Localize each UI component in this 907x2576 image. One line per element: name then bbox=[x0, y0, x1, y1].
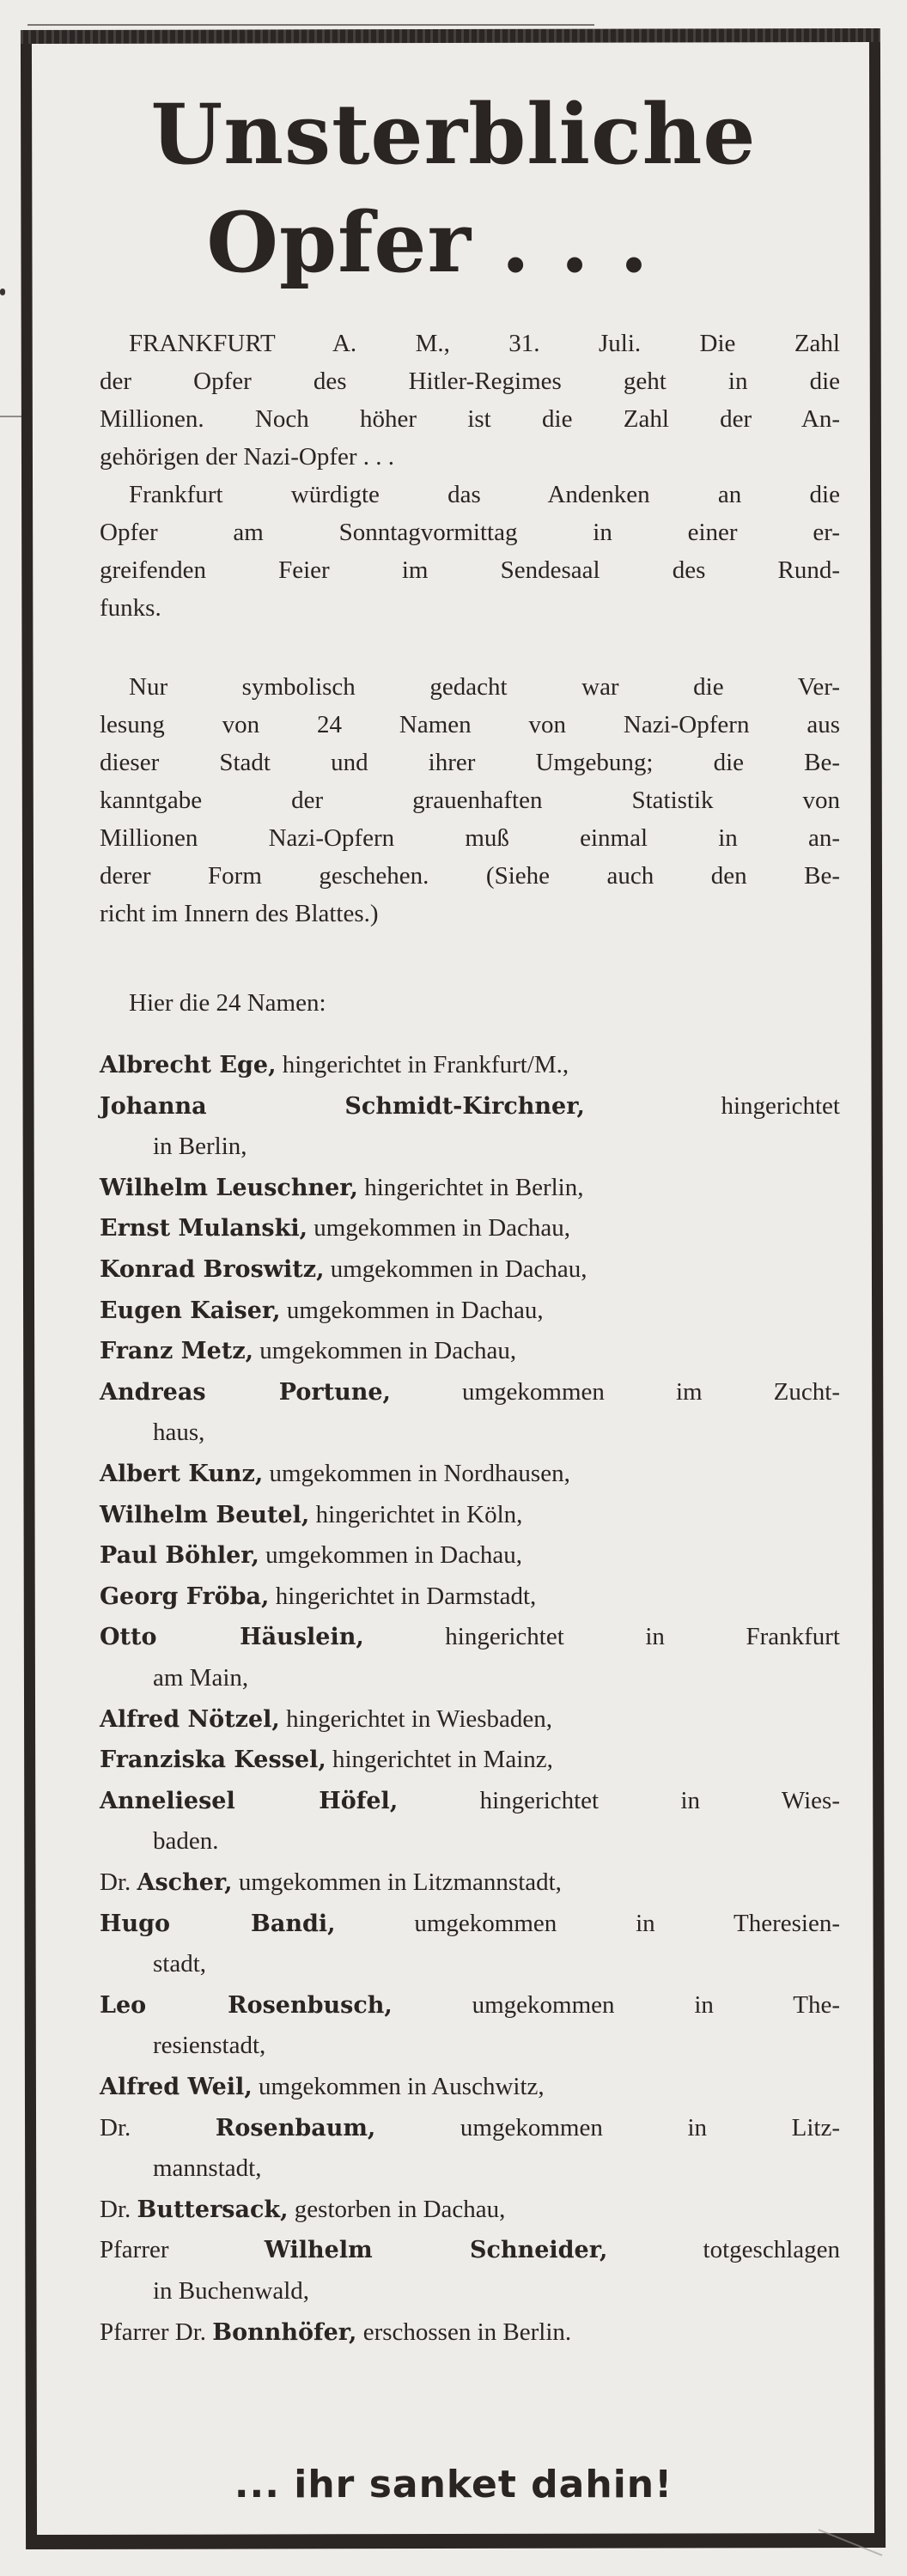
frame-top-rule bbox=[27, 24, 594, 26]
victim-entry bbox=[100, 1254, 840, 1285]
victim-name: Leo Rosenbusch, bbox=[100, 1992, 393, 2019]
victim-fate: hingerichtet bbox=[584, 1092, 840, 1120]
victim-fate: umgekommen in Theresien- bbox=[335, 1910, 840, 1937]
victim-entry-continuation: am Main, bbox=[153, 1664, 249, 1692]
victim-entry-continuation: mannstadt, bbox=[153, 2154, 262, 2182]
victim-fate: umgekommen in Auschwitz, bbox=[252, 2073, 545, 2100]
victim-title: Dr. bbox=[100, 2114, 216, 2142]
victim-entry bbox=[100, 2194, 840, 2226]
victim-fate: hingerichtet in Berlin, bbox=[357, 1174, 584, 1201]
victim-entry bbox=[100, 1091, 840, 1122]
headline-line-1: Unsterbliche bbox=[150, 86, 757, 183]
victim-fate: umgekommen in Dachau, bbox=[324, 1255, 587, 1283]
victim-fate: umgekommen in Dachau, bbox=[259, 1541, 522, 1569]
victim-entry-continuation: resienstadt, bbox=[153, 2032, 266, 2059]
victim-entry-continuation: stadt, bbox=[153, 1950, 207, 1978]
victim-name: Buttersack, bbox=[137, 2196, 289, 2223]
victim-fate: hingerichtet in Frankfurt bbox=[363, 1623, 840, 1650]
victim-entry bbox=[100, 1458, 840, 1490]
victim-name: Wilhelm Leuschner, bbox=[100, 1175, 358, 1201]
victim-entry bbox=[100, 1990, 840, 2021]
article-text-line: dieser Stadt und ihrer Umgebung; die Be- bbox=[100, 749, 840, 776]
headline-line-2: Opfer . . . bbox=[206, 194, 649, 291]
article-text-line: Millionen Nazi-Opfern muß einmal in an- bbox=[100, 824, 840, 852]
victim-entry bbox=[100, 1376, 840, 1408]
victim-title: Pfarrer bbox=[100, 2236, 265, 2263]
victim-entry bbox=[100, 1335, 840, 1367]
victim-name: Georg Fröba, bbox=[100, 1583, 270, 1610]
victim-name: Alfred Nötzel, bbox=[100, 1706, 280, 1733]
victim-entry bbox=[100, 2071, 840, 2103]
victim-fate: totgeschlagen bbox=[607, 2236, 840, 2263]
victim-title: Dr. bbox=[100, 1868, 137, 1896]
victim-name: Paul Böhler, bbox=[100, 1542, 259, 1569]
victim-name: Bonnhöfer, bbox=[212, 2319, 357, 2346]
victim-fate: umgekommen in Litzmannstadt, bbox=[232, 1868, 562, 1896]
victim-entry bbox=[100, 1867, 840, 1899]
victim-entry bbox=[100, 1540, 840, 1571]
victim-entry bbox=[100, 2234, 840, 2266]
victim-fate: hingerichtet in Wiesbaden, bbox=[279, 1705, 553, 1733]
article-text-line: lesung von 24 Namen von Nazi-Opfern aus bbox=[100, 711, 840, 738]
victim-entry bbox=[100, 2112, 840, 2144]
victim-name: Anneliesel Höfel, bbox=[100, 1788, 399, 1814]
victim-fate: gestorben in Dachau, bbox=[288, 2196, 506, 2223]
victim-fate: erschossen in Berlin. bbox=[356, 2318, 572, 2346]
victim-entry bbox=[100, 1908, 840, 1940]
victim-name: Wilhelm Beutel, bbox=[100, 1502, 310, 1528]
victim-name: Alfred Weil, bbox=[100, 2074, 253, 2100]
victim-entry bbox=[100, 1295, 840, 1327]
victim-title: Dr. bbox=[100, 2196, 137, 2223]
article-text-line: Hier die 24 Namen: bbox=[129, 989, 326, 1017]
victim-fate: hingerichtet in Köln, bbox=[309, 1501, 523, 1528]
victim-entry bbox=[100, 1499, 840, 1531]
article-text-line: kanntgabe der grauenhaften Statistik von bbox=[100, 787, 840, 814]
victim-entry-continuation: in Buchenwald, bbox=[153, 2277, 310, 2305]
victim-entry bbox=[100, 1212, 840, 1244]
victim-name: Andreas Portune, bbox=[100, 1379, 391, 1406]
article-text-line: richt im Innern des Blattes.) bbox=[100, 900, 379, 927]
victim-fate: umgekommen in Litz- bbox=[375, 2114, 840, 2142]
margin-rule-mark bbox=[0, 416, 24, 417]
victim-name: Hugo Bandi, bbox=[100, 1911, 336, 1937]
victim-fate: hingerichtet in Darmstadt, bbox=[269, 1583, 537, 1610]
victim-fate: umgekommen in Nordhausen, bbox=[263, 1460, 570, 1487]
victim-entry bbox=[100, 1049, 840, 1081]
article-text-line: Opfer am Sonntagvormittag in einer er- bbox=[100, 519, 840, 546]
article-text-line: FRANKFURT A. M., 31. Juli. Die Zahl bbox=[129, 330, 840, 357]
victim-entry-continuation: in Berlin, bbox=[153, 1133, 247, 1160]
victim-entry bbox=[100, 1785, 840, 1817]
victim-name: Ascher, bbox=[137, 1869, 233, 1896]
victim-name: Ernst Mulanski, bbox=[100, 1215, 307, 1242]
article-text-line: derer Form geschehen. (Siehe auch den Be- bbox=[100, 862, 840, 890]
victim-name: Albert Kunz, bbox=[100, 1461, 264, 1487]
article-text-line: Frankfurt würdigte das Andenken an die bbox=[129, 481, 840, 508]
victim-name: Franziska Kessel, bbox=[100, 1747, 326, 1773]
article-text-line: greifenden Feier im Sendesaal des Rund- bbox=[100, 556, 840, 584]
victim-fate: hingerichtet in Mainz, bbox=[326, 1746, 553, 1773]
victim-name: Johanna Schmidt-Kirchner, bbox=[100, 1093, 585, 1120]
victim-entry bbox=[100, 2317, 840, 2348]
article-text-line: gehörigen der Nazi-Opfer . . . bbox=[100, 443, 395, 471]
victim-name: Wilhelm Schneider, bbox=[264, 2237, 608, 2263]
victim-name: Franz Metz, bbox=[100, 1338, 254, 1364]
victim-fate: umgekommen in Dachau, bbox=[253, 1337, 517, 1364]
victim-entry-continuation: baden. bbox=[153, 1827, 219, 1855]
victim-fate: umgekommen in The- bbox=[392, 1991, 840, 2019]
article-text-line: Nur symbolisch gedacht war die Ver- bbox=[129, 673, 840, 701]
victim-name: Otto Häuslein, bbox=[100, 1624, 364, 1650]
article-text-line: Millionen. Noch höher ist die Zahl der An- bbox=[100, 405, 840, 433]
victim-fate: hingerichtet in Frankfurt/M., bbox=[276, 1051, 569, 1078]
victim-entry bbox=[100, 1172, 840, 1204]
victim-name: Albrecht Ege, bbox=[100, 1052, 277, 1078]
victim-name: Rosenbaum, bbox=[215, 2115, 376, 2142]
victim-fate: umgekommen im Zucht- bbox=[390, 1378, 840, 1406]
victim-entry bbox=[100, 1621, 840, 1653]
victim-fate: umgekommen in Dachau, bbox=[280, 1297, 544, 1324]
victim-name: Konrad Broswitz, bbox=[100, 1256, 325, 1283]
victim-fate: umgekommen in Dachau, bbox=[307, 1214, 571, 1242]
victim-fate: hingerichtet in Wies- bbox=[398, 1787, 840, 1814]
article-text-line: funks. bbox=[100, 594, 161, 622]
victim-entry-continuation: haus, bbox=[153, 1419, 205, 1446]
closing-line: ... ihr sanket dahin! bbox=[234, 2463, 673, 2506]
article-text-line: der Opfer des Hitler-Regimes geht in die bbox=[100, 368, 840, 395]
victim-title: Pfarrer Dr. bbox=[100, 2318, 213, 2346]
victim-entry bbox=[100, 1581, 840, 1613]
victim-entry bbox=[100, 1704, 840, 1735]
victim-entry bbox=[100, 1744, 840, 1776]
victim-name: Eugen Kaiser, bbox=[100, 1297, 281, 1324]
